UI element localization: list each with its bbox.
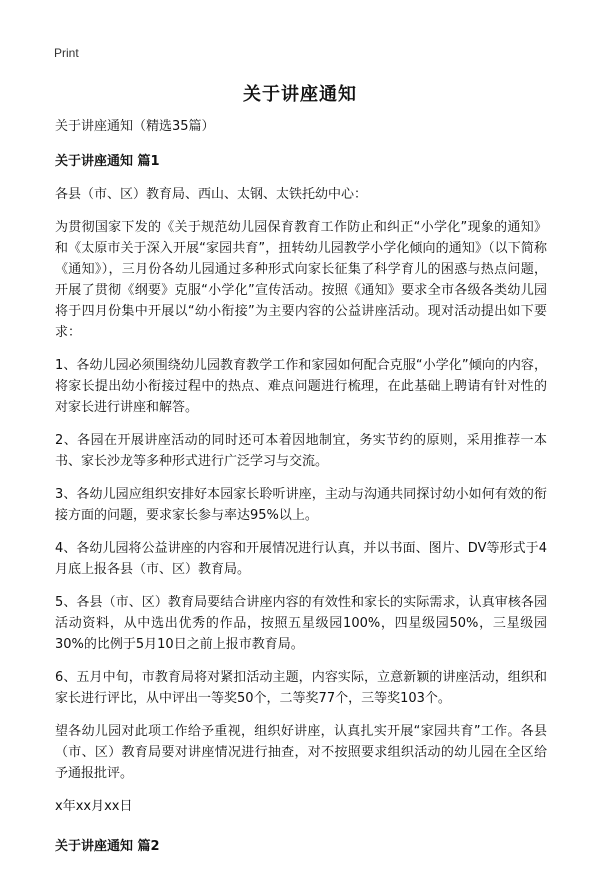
document-subtitle: 关于讲座通知（精选35篇） [55, 119, 215, 134]
requirement-item-1: 1、各幼儿园必须围绕幼儿园教育教学工作和家园如何配合克服“小学化”倾向的内容，将家长提出幼小衔接过程中的热点、难点问题进行梳理，在此基础上聘请有针对性的对家长进行讲座和解答。 [55, 358, 547, 415]
requirement-item-5: 5、各县（市、区）教育局要结合讲座内容的有效性和家长的实际需求，认真审核各园活动资料，从中选出优秀的作品，按照五星级园100%，四星级园50%，三星级园30%的比例于5月10日之前上报市教育局。 [55, 595, 547, 652]
intro-paragraph: 为贯彻国家下发的《关于规范幼儿园保育教育工作防止和纠正“小学化”现象的通知》和《太原市关于深入开展“家园共育”，扭转幼儿园教学小学化倾向的通知》（以下简称《通知》），三月份各幼儿园通过多种形式向家长征集了科学育儿的困惑与热点问题，开展了贯彻《纲要》克服“小学化”宣传活动。按照《通知》要求全市各级各类幼儿园将于四月份集中开展以“幼小衔接”为主要内容的公益讲座活动。现对活动提出如下要求： [55, 220, 547, 340]
requirement-item-6: 6、五月中旬，市教育局将对紧扣活动主题，内容实际，立意新颖的讲座活动，组织和家长进行评比，从中评出一等奖50个，二等奖77个，三等奖103个。 [55, 670, 547, 706]
print-link[interactable]: Print [54, 46, 79, 60]
requirement-item-4: 4、各幼儿园将公益讲座的内容和开展情况进行认真，并以书面、图片、DV等形式于4月底上报各县（市、区）教育局。 [55, 541, 547, 577]
section-heading-2: 关于讲座通知 篇2 [55, 839, 160, 854]
salutation: 各县（市、区）教育局、西山、太钢、太铁托幼中心： [55, 187, 368, 202]
page-title: 关于讲座通知 [243, 84, 357, 105]
requirement-item-3: 3、各幼儿园应组织安排好本园家长聆听讲座，主动与沟通共同探讨幼小如何有效的衔接方面的问题，要求家长参与率达95%以上。 [55, 487, 547, 523]
document-body [55, 118, 547, 870]
document-date: x年xx月xx日 [55, 799, 133, 814]
requirement-item-2: 2、各园在开展讲座活动的同时还可本着因地制宜，务实节约的原则，采用推荐一本书、家长沙龙等多种形式进行广泛学习与交流。 [55, 433, 547, 469]
section-heading-1: 关于讲座通知 篇1 [55, 154, 160, 169]
closing-paragraph: 望各幼儿园对此项工作给予重视，组织好讲座，认真扎实开展“家园共育”工作。各县（市、区）教育局要对讲座情况进行抽查，对不按照要求组织活动的幼儿园在全区给予通报批评。 [55, 724, 547, 781]
